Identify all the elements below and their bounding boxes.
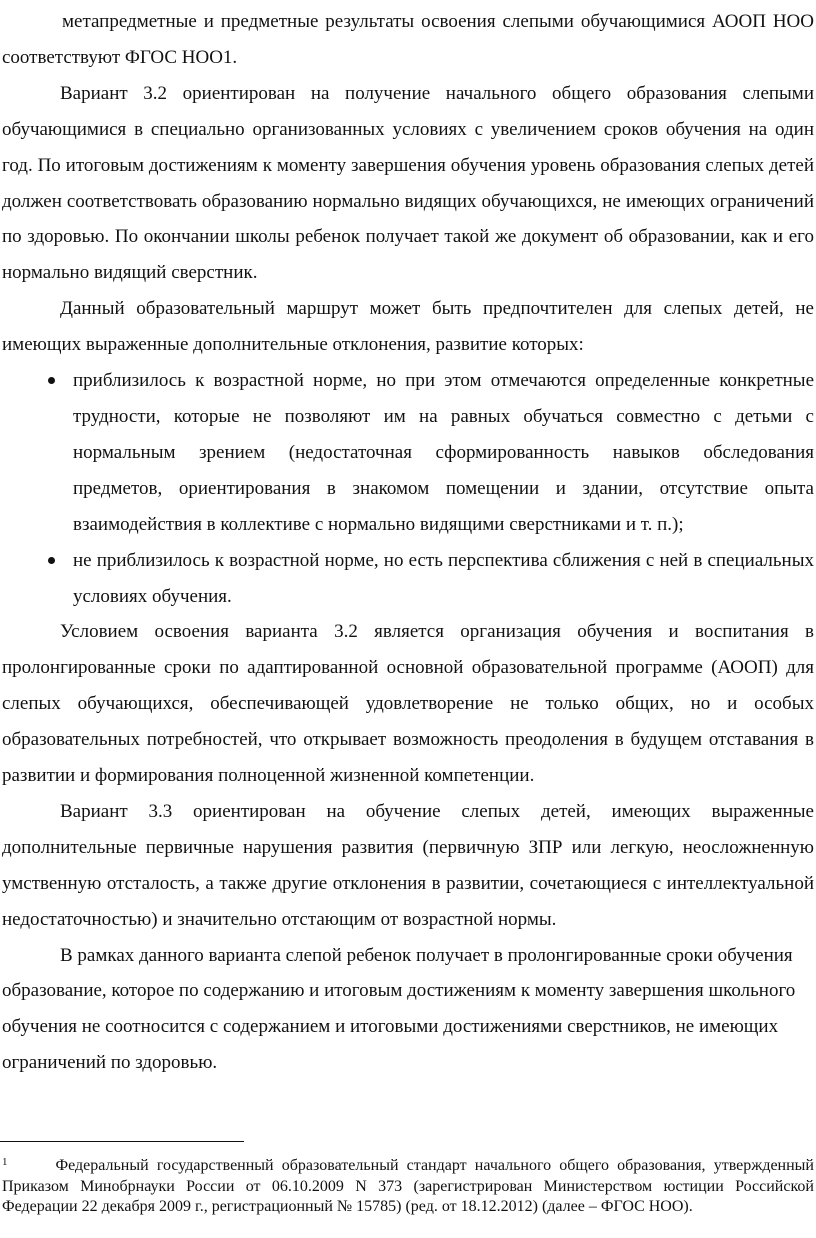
paragraph-route: Данный образовательный маршрут может быть предпочтителен для слепых детей, не имеющих выраженные дополнительные отклонения, развитие которых: [2,298,814,356]
footnote-mark: 1 [2,1156,8,1168]
bullet-icon [48,377,55,384]
document-body [2,4,814,1081]
paragraph-variant-3-3: Вариант 3.3 ориентирован на обучение слепых детей, имеющих выраженные дополнительные первичные нарушения развития (первичную ЗПР или легкую, неосложненную умственную отсталость, а также другие отклонения в развитии, сочетающиеся с интеллектуальной недостаточностью) и значительно отстающим от возрастной нормы. [2,800,814,930]
paragraph-results: метапредметные и предметные результаты освоения слепыми обучающимися АООП НОО соответствуют ФГОС НОО1. [2,11,814,68]
bullet-list [2,363,814,614]
paragraph-condition: Условием освоения варианта 3.2 является организация обучения и воспитания в пролонгированные сроки по адаптированной основной образовательной программе (АООП) для слепых обучающихся, обеспечивающей удовлетворение не только общих, но и особых образовательных потребностей, что открывает возможность преодоления в будущем отставания в развитии и формирования полноценной жизненной компетенции. [2,621,814,787]
list-item-text: приблизилось к возрастной норме, но при этом отмечаются определенные конкретные трудности, которые не позволяют им на равных обучаться совместно с детьми с нормальным зрением (недостаточная сформированность навыков обследования предметов, ориентирования в знакомом помещении и здании, отсутствие опыта взаимодействия в коллективе с нормально видящими сверстниками и т. п.); [73,370,814,535]
footnote-separator [0,1141,244,1142]
footnote-text: Федеральный государственный образовательный стандарт начального общего образования, утвержденный Приказом Минобрнауки России от 06.10.2009 N 373 (зарегистрирован Министерством юстиции Российской Федерации 22 декабря 2009 г., регистрационный № 15785) (ред. от 18.12.2012) (далее – ФГОС НОО). [2,1157,814,1215]
list-item [73,363,814,543]
list-item-text: не приблизилось к возрастной норме, но есть перспектива сближения с ней в специальных условиях обучения. [73,549,814,607]
paragraph-variant-3-2: Вариант 3.2 ориентирован на получение начального общего образования слепыми обучающимися в специально организованных условиях с увеличением сроков обучения на один год. По итоговым достижениям к моменту завершения обучения уровень образования слепых детей должен соответствовать образованию нормально видящих обучающихся, не имеющих ограничений по здоровью. По окончании школы ребенок получает такой же документ об образовании, как и его нормально видящий сверстник. [2,82,814,284]
paragraph-framework: В рамках данного варианта слепой ребенок получает в пролонгированные сроки обучения образование, которое по содержанию и итоговым достижениям к моменту завершения школьного обучения не соотносится с содержанием и итоговыми достижениями сверстников, не имеющих ограничений по здоровью. [2,944,796,1074]
bullet-icon [48,557,55,564]
list-item [73,543,814,615]
footnote [2,1152,814,1218]
